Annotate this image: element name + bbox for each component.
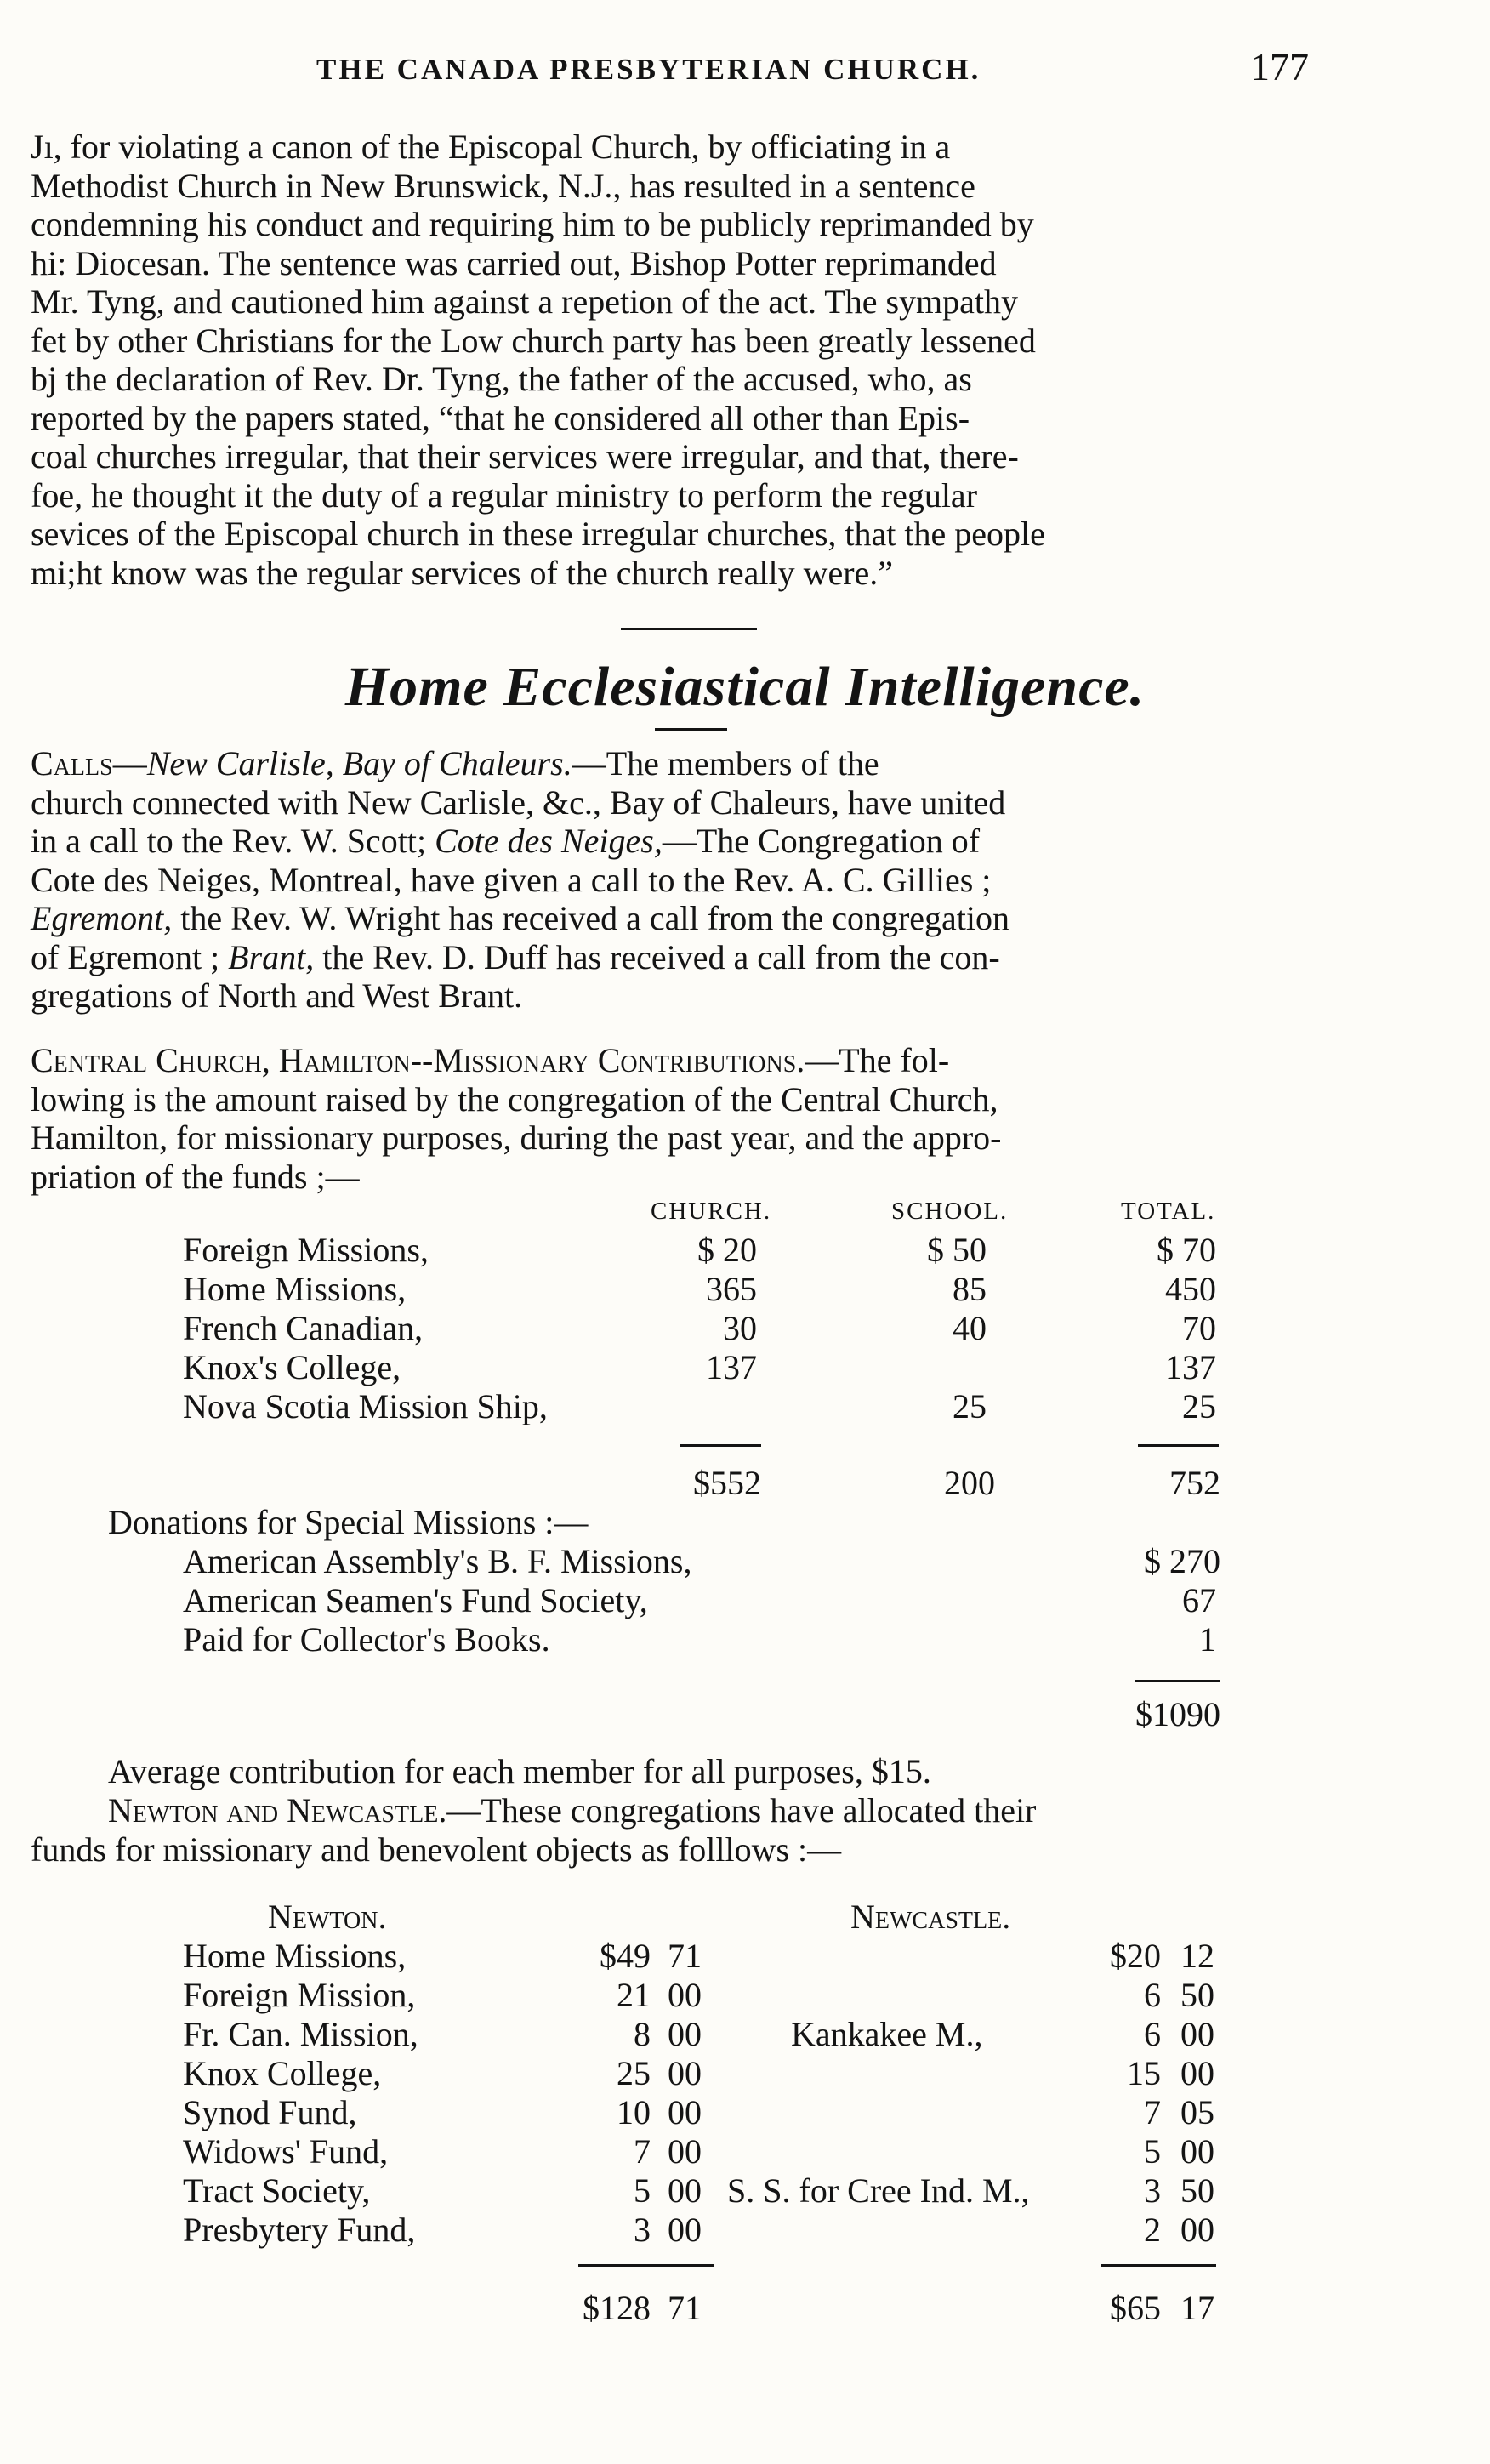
text-line: gregations of North and West Brant. [31,976,523,1015]
text-line: coal churches irregular, that their services were irregular, and that, there- [31,437,1019,475]
table-row [0,1580,1490,1619]
newcastle-item: Kankakee M., [791,2015,983,2053]
average-line [108,1752,1299,1791]
central-lead: Central Church, Hamilton--Missionary Contributions. [31,1041,805,1079]
text-line: condemning his conduct and requiring him to be publicly reprimanded by [31,205,1034,243]
newton-column-header: Newton. [268,1898,387,1936]
text-line: funds for missionary and benevolent objects as folllows :— [31,1830,842,1869]
special-missions-heading: Donations for Special Missions :— [108,1503,589,1541]
newton-lead: Newton and Newcastle. [108,1791,447,1830]
row-label: Tract Society, [183,2171,371,2210]
newton-dollars: 21 [617,1976,651,2014]
total-value: 25 [1182,1387,1216,1425]
row-label: Home Missions, [183,1937,407,1975]
newcastle-dollars: 6 [1144,2015,1161,2053]
text-line: bj the declaration of Rev. Dr. Tyng, the father of the accused, who, as [31,360,972,398]
text-line [31,1041,1323,1080]
table-row [0,1386,1490,1425]
place-name: Brant, [228,937,315,976]
text-line [31,744,1323,783]
newton-dollars: $49 [600,1937,651,1975]
table-row [0,2053,1490,2092]
newton-total-cents: 71 [668,2289,702,2327]
sum-rule [1135,1680,1220,1682]
text-line: Jı, for violating a canon of the Episcopal Church, by officiating in a [31,128,951,166]
newcastle-dollars: 7 [1144,2093,1161,2131]
place-name: Cote des Neiges, [435,822,663,860]
newcastle-cents: 00 [1180,2054,1214,2092]
school-total: 200 [944,1464,995,1502]
newton-total-dollars: $128 [583,2289,651,2327]
table-row [0,2210,1490,2249]
newton-dollars: 25 [617,2054,651,2092]
total-value: 137 [1165,1348,1216,1386]
row-label: Nova Scotia Mission Ship, [183,1387,548,1425]
column-header-total: TOTAL. [1121,1198,1216,1225]
row-label: French Canadian, [183,1309,424,1347]
table-row [0,1541,1490,1580]
paragraph-newton [31,1791,1334,1869]
newton-cents: 00 [668,2211,702,2249]
newton-cents: 00 [668,1976,702,2014]
newcastle-cents: 50 [1180,1976,1214,2014]
page-header [0,44,1490,95]
row-label: Presbytery Fund, [183,2211,416,2249]
row-label: Home Missions, [183,1270,407,1308]
paragraph-central-church [31,1041,1323,1196]
amount-value: 67 [1182,1581,1216,1619]
text-line [31,938,1323,977]
sum-rule [578,2264,714,2267]
row-label: Fr. Can. Mission, [183,2015,418,2053]
newcastle-item: S. S. for Cree Ind. M., [727,2171,1030,2210]
newcastle-dollars: 15 [1127,2054,1161,2092]
text-line: hi: Diocesan. The sentence was carried out, Bishop Potter reprimanded [31,243,997,282]
church-value: $ 20 [697,1231,757,1269]
newcastle-cents: 00 [1180,2211,1214,2249]
school-value: 85 [953,1270,987,1308]
page-number: 177 [1250,45,1309,88]
school-value: $ 50 [927,1231,987,1269]
text-span: —The members of the [572,744,879,782]
text-line [31,1791,1334,1830]
paragraph-tyng [31,128,1323,592]
text-line: church connected with New Carlisle, &c., Bay of Chaleurs, have united [31,782,1006,822]
newton-cents: 00 [668,2054,702,2092]
amount-value: 1 [1199,1620,1216,1659]
text-line: Hamilton, for missionary purposes, during the past year, and the appro- [31,1118,1002,1157]
place-name: Egremont, [31,899,173,937]
church-total: $552 [693,1464,761,1502]
table-row [0,1619,1490,1659]
newton-cents: 00 [668,2171,702,2210]
text-line: sevices of the Episcopal church in these irregular churches, that the people [31,515,1045,553]
text-span: in a call to the Rev. W. Scott; [31,822,435,860]
newton-cents: 00 [668,2093,702,2131]
text-line [31,822,1323,861]
table-row [0,1230,1490,1269]
newcastle-dollars: 3 [1144,2171,1161,2210]
newton-cents: 00 [668,2132,702,2171]
grand-total: $1090 [1135,1695,1220,1733]
divider-rule [621,628,757,630]
grand-total-row [0,1694,1490,1733]
text-line: Mr. Tyng, and cautioned him against a repetion of the act. The sympathy [31,282,1018,321]
table-row [0,1308,1490,1347]
newcastle-cents: 12 [1180,1937,1214,1975]
text-span: of Egremont ; [31,937,229,976]
text-line [31,899,1323,938]
contributions-table [0,1191,1490,1733]
text-span: — [112,744,147,782]
newton-dollars: 3 [634,2211,651,2249]
table-row [0,1269,1490,1308]
text-line: lowing is the amount raised by the congregation of the Central Church, [31,1079,998,1118]
church-value: 365 [706,1270,757,1308]
table-row [0,2131,1490,2171]
text-line: mi;ht know was the regular services of the church really were.” [31,553,894,592]
row-label: Foreign Missions, [183,1231,429,1269]
newton-dollars: 7 [634,2132,651,2171]
table-row [0,2092,1490,2131]
row-label: Paid for Collector's Books. [183,1620,550,1659]
amount-value: $ 270 [1144,1542,1220,1580]
text-line: foe, he thought it the duty of a regular ministry to perform the regular [31,475,978,515]
newcastle-total-dollars: $65 [1110,2289,1161,2327]
running-title: THE CANADA PRESBYTERIAN CHURCH. [316,53,981,86]
table-row [0,2171,1490,2210]
total-value: $ 70 [1157,1231,1216,1269]
table-row [0,2014,1490,2053]
newton-cents: 71 [668,1937,702,1975]
place-name: New Carlisle, Bay of Chaleurs. [146,744,572,782]
newton-newcastle-table [0,1897,1490,2327]
newcastle-column-header: Newcastle. [850,1898,1011,1936]
newcastle-cents: 00 [1180,2015,1214,2053]
newcastle-cents: 05 [1180,2093,1214,2131]
divider-rule [655,728,727,731]
row-label: American Assembly's B. F. Missions, [183,1542,692,1580]
text-span: —These congregations have allocated their [446,1791,1037,1830]
row-label: American Seamen's Fund Society, [183,1581,648,1619]
newcastle-cents: 00 [1180,2132,1214,2171]
row-label: Widows' Fund, [183,2132,389,2171]
newcastle-total-cents: 17 [1180,2289,1214,2327]
totals-row [0,1463,1490,1502]
text-line: Average contribution for each member for all purposes, $15. [108,1752,931,1790]
text-line: priation of the funds ;— [31,1157,360,1196]
row-label: Knox College, [183,2054,382,2092]
newcastle-dollars: 5 [1144,2132,1161,2171]
text-span: —The fol- [805,1041,950,1079]
church-value: 137 [706,1348,757,1386]
row-label: Knox's College, [183,1348,401,1386]
newcastle-dollars: 6 [1144,1976,1161,2014]
column-header-school: SCHOOL. [891,1198,1009,1225]
church-value: 30 [723,1309,757,1347]
text-span: the Rev. W. Wright has received a call from the congregation [172,899,1010,937]
text-span: —The Congregation of [662,822,981,860]
total-value: 450 [1165,1270,1216,1308]
table-row [0,1936,1490,1975]
newcastle-dollars: 2 [1144,2211,1161,2249]
sum-rule [1138,1444,1219,1447]
calls-lead: Calls [31,744,113,782]
table-row [0,1975,1490,2014]
section-heading: Home Ecclesiastical Intelligence. [344,656,1146,718]
school-value: 40 [953,1309,987,1347]
text-line: Methodist Church in New Brunswick, N.J., has resulted in a sentence [31,166,975,205]
text-line: fet by other Christians for the Low church party has been greatly lessened [31,321,1036,360]
sum-rule [1101,2264,1216,2267]
newton-dollars: 8 [634,2015,651,2053]
row-label: Synod Fund, [183,2093,357,2131]
grand-sum-total: 752 [1169,1464,1220,1502]
row-label: Foreign Mission, [183,1976,416,2014]
newton-dollars: 10 [617,2093,651,2131]
special-heading-row [0,1502,1490,1541]
totals-row [0,2288,1490,2327]
newcastle-cents: 50 [1180,2171,1214,2210]
school-value: 25 [953,1387,987,1425]
sum-rule [680,1444,761,1447]
text-line: reported by the papers stated, “that he considered all other than Epis- [31,398,970,437]
total-value: 70 [1182,1309,1216,1347]
table-row [0,1347,1490,1386]
text-span: the Rev. D. Duff has received a call from the con- [314,937,1000,976]
newton-dollars: 5 [634,2171,651,2210]
newcastle-dollars: $20 [1110,1937,1161,1975]
paragraph-calls [31,744,1323,1016]
newton-cents: 00 [668,2015,702,2053]
text-line: Cote des Neiges, Montreal, have given a call to the Rev. A. C. Gillies ; [31,860,992,899]
column-header-church: CHURCH. [651,1198,772,1225]
